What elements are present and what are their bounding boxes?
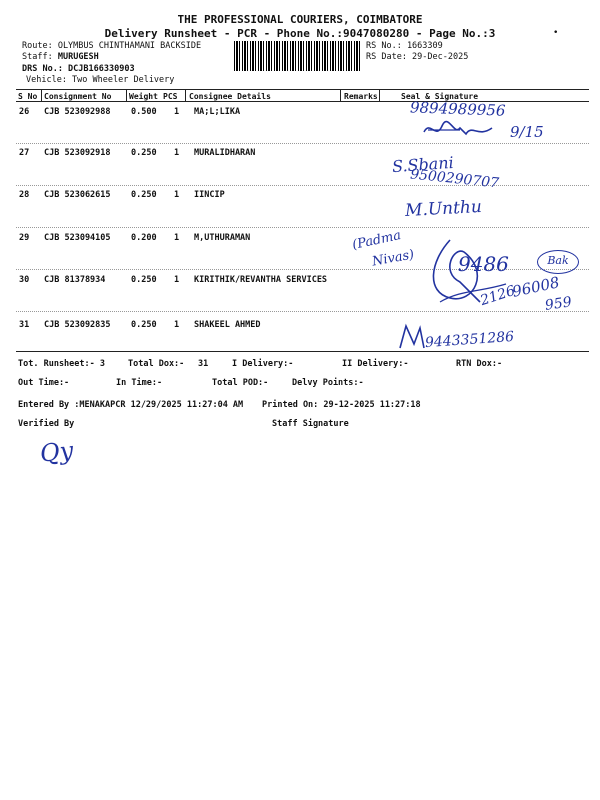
cell-pcs: 1 <box>174 275 180 285</box>
col-header-seal: Seal & Signature <box>401 92 479 101</box>
total-dox-value: 31 <box>198 359 209 369</box>
cell-pcs: 1 <box>174 233 180 243</box>
cell-consignee: KIRITHIK/REVANTHA SERVICES <box>194 275 328 285</box>
handwritten-sig-27: S.Sbani <box>391 152 455 177</box>
cell-weight: 0.250 <box>131 320 157 330</box>
handwritten-phone-29: 9486 <box>458 252 509 276</box>
cell-weight: 0.200 <box>131 233 157 243</box>
rs-date: RS Date: 29-Dec-2025 <box>366 52 469 62</box>
cell-consignment: CJB 523062615 <box>44 190 111 200</box>
handwritten-number-30c: 959 <box>544 294 573 314</box>
cell-pcs: 1 <box>174 320 180 330</box>
printed-on: Printed On: 29-12-2025 11:27:18 <box>262 400 421 410</box>
col-divider <box>340 89 341 101</box>
cell-consignee: MA;L;LIKA <box>194 107 241 117</box>
runsheet-subtitle: Delivery Runsheet - PCR - Phone No.:9047080280 - Page No.:3 <box>104 27 496 40</box>
table-row <box>0 148 600 190</box>
stray-mark: • <box>553 28 559 38</box>
cell-consignment: CJB 523092835 <box>44 320 111 330</box>
col-header-weight: Weight <box>129 92 158 101</box>
total-pod: Total POD:- <box>212 378 269 388</box>
cell-sno: 28 <box>19 190 30 200</box>
handwritten-circled-29: Bak <box>537 250 579 274</box>
cell-consignee: SHAKEEL AHMED <box>194 320 261 330</box>
drs-number: DRS No.: DCJB166330903 <box>22 64 135 74</box>
cell-sno: 31 <box>19 320 30 330</box>
handwritten-sig-28: M.Unthu <box>404 197 483 221</box>
tot-runsheet: Tot. Runsheet:- 3 <box>18 359 105 369</box>
signature-26-icon <box>420 118 500 142</box>
i-delivery: I Delivery:- <box>232 359 294 369</box>
cell-consignment: CJB 523092918 <box>44 148 111 158</box>
entered-by: Entered By :MENAKAPCR 12/29/2025 11:27:04 AM <box>18 400 244 410</box>
handwritten-note-29b: Nivas) <box>371 247 416 270</box>
col-header-consignee: Consignee Details <box>189 92 271 101</box>
cell-pcs: 1 <box>174 148 180 158</box>
handwritten-phone-31: 9443351286 <box>424 328 515 352</box>
rtn-dox: RTN Dox:- <box>456 359 503 369</box>
delvy-points: Delvy Points:- <box>292 378 364 388</box>
ii-delivery: II Delivery:- <box>342 359 409 369</box>
col-divider <box>41 89 42 101</box>
company-title: THE PROFESSIONAL COURIERS, COIMBATORE <box>177 13 423 26</box>
cell-consignee: MURALIDHARAN <box>194 148 256 158</box>
col-header-sno: S No <box>18 92 38 101</box>
cell-sno: 27 <box>19 148 30 158</box>
col-header-remarks: Remarks <box>344 92 378 101</box>
handwritten-number-30b: 96008 <box>510 273 562 301</box>
cell-weight: 0.250 <box>131 275 157 285</box>
cell-consignee: IINCIP <box>194 190 225 200</box>
cell-consignee: M,UTHURAMAN <box>194 233 251 243</box>
total-dox-label: Total Dox:- <box>128 359 185 369</box>
route-line: Route: OLYMBUS CHINTHAMANI BACKSIDE <box>22 41 202 51</box>
row-divider <box>16 227 589 228</box>
in-time: In Time:- <box>116 378 163 388</box>
cell-pcs: 1 <box>174 190 180 200</box>
vehicle-line: Vehicle: Two Wheeler Delivery <box>26 75 175 85</box>
col-header-consignment: Consignment No <box>44 92 112 101</box>
handwritten-date-26: 9/15 <box>510 123 544 141</box>
table-top-border <box>16 89 589 90</box>
row-divider <box>16 143 589 144</box>
handwritten-note-29a: (Padma <box>350 228 403 253</box>
cell-consignment: CJB 81378934 <box>44 275 106 285</box>
col-divider <box>379 89 380 101</box>
col-divider <box>126 89 127 101</box>
col-divider <box>185 89 186 101</box>
staff-line <box>22 52 99 62</box>
out-time: Out Time:- <box>18 378 70 388</box>
row-divider <box>16 185 589 186</box>
col-header-pcs: PCS <box>163 92 178 101</box>
cell-consignment: CJB 523094105 <box>44 233 111 243</box>
cell-consignment: CJB 523092988 <box>44 107 111 117</box>
cell-weight: 0.250 <box>131 148 157 158</box>
handwritten-phone-27: 9500290707 <box>409 166 500 192</box>
handwritten-phone-26: 9894989956 <box>409 98 506 120</box>
verifier-signature: Qy <box>38 436 75 468</box>
cell-pcs: 1 <box>174 107 180 117</box>
barcode <box>234 41 360 71</box>
cell-sno: 30 <box>19 275 30 285</box>
table-row <box>0 190 600 232</box>
cell-sno: 26 <box>19 107 30 117</box>
verified-by: Verified By <box>18 419 75 429</box>
cell-sno: 29 <box>19 233 30 243</box>
staff-signature: Staff Signature <box>272 419 349 429</box>
staff-label: Staff: <box>22 52 53 62</box>
cell-weight: 0.500 <box>131 107 157 117</box>
cell-weight: 0.250 <box>131 190 157 200</box>
handwritten-number-30a: 2126 <box>478 282 518 310</box>
rs-number: RS No.: 1663309 <box>366 41 443 51</box>
staff-value: MURUGESH <box>57 52 99 62</box>
